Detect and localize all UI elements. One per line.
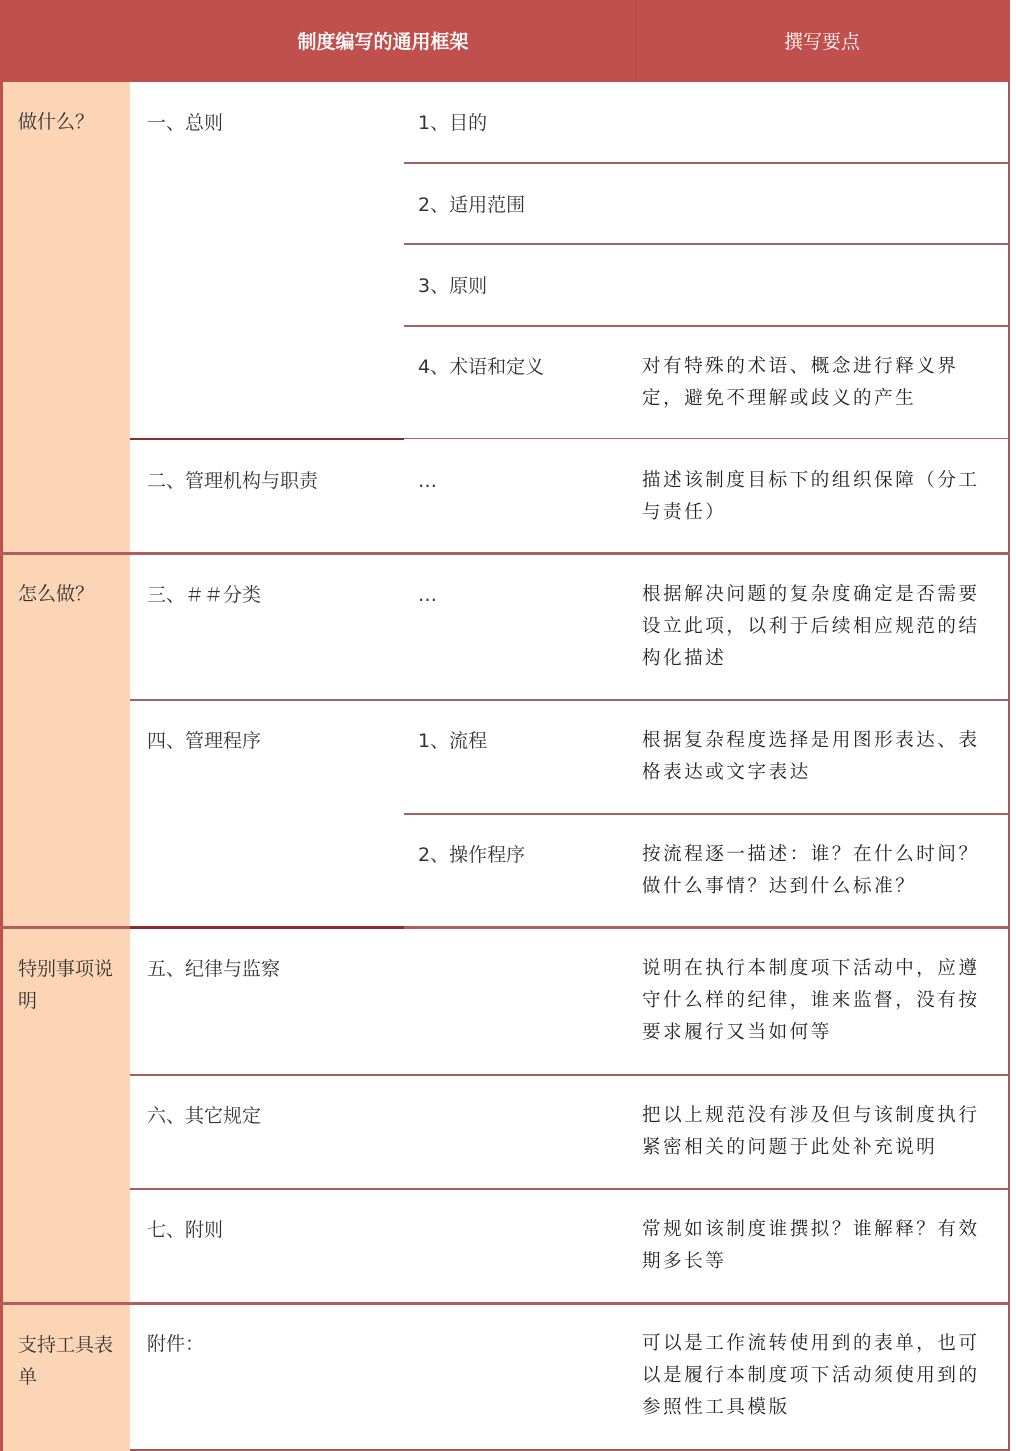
row-divider [130,1188,1010,1190]
chapter-procedure: 四、管理程序 [147,730,262,752]
item-scope: 2、适用范围 [418,194,526,216]
item-principles: 3、原则 [418,275,488,297]
section-how [0,553,130,927]
item-operation: 2、操作程序 [418,844,526,866]
tip-supplementary: 常规如该制度谁撰拟？谁解释？有效期多长等 [642,1219,980,1272]
row-divider [404,813,1010,815]
header-tips-title: 撰写要点 [783,31,860,53]
row-divider [130,1074,1010,1076]
row-divider [404,243,1010,245]
tip-attachment: 可以是工作流转使用到的表单，也可以是履行本制度项下活动须使用到的参照性工具模版 [642,1333,980,1418]
tip-terms: 对有特殊的术语、概念进行释义界定，避免不理解或歧义的产生 [642,356,959,409]
section-label: 怎么做？ [18,583,95,605]
section-label: 支持工具表单 [18,1334,114,1388]
chapter-general: 一、总则 [147,112,224,134]
item-flow: 1、流程 [418,730,488,752]
header-title: 制度编写的通用框架 [297,31,469,53]
section-tools [0,1303,130,1451]
row-divider [130,699,1010,701]
section-what [0,82,130,553]
chapter-attachment: 附件： [147,1333,205,1355]
section-label: 特别事项说明 [18,958,114,1012]
tip-flow: 根据复杂程度选择是用图形表达、表格表达或文字表达 [642,730,980,783]
tip-discipline: 说明在执行本制度项下活动中，应遵守什么样的纪律，谁来监督，没有按要求履行又当如何等 [642,958,980,1043]
row-divider [404,438,1010,439]
chapter-category: 三、＃＃分类 [147,584,262,606]
item-category: … [418,584,437,606]
chapter-other: 六、其它规定 [147,1105,262,1127]
section-divider [0,552,1010,555]
section-divider [0,1302,1010,1305]
row-divider [130,926,404,929]
section-special [0,927,130,1303]
row-divider [404,325,1010,327]
section-label: 做什么？ [18,111,95,133]
row-divider [130,438,404,440]
row-divider [404,162,1010,164]
item-terms: 4、术语和定义 [418,356,545,378]
item-purpose: 1、目的 [418,112,488,134]
item-org: … [418,470,437,492]
tip-category: 根据解决问题的复杂度确定是否需要设立此项，以利于后续相应规范的结构化描述 [642,584,980,669]
tip-operation: 按流程逐一描述：谁？在什么时间？做什么事情？达到什么标准？ [642,844,980,897]
chapter-discipline: 五、纪律与监察 [147,958,281,980]
tip-other: 把以上规范没有涉及但与该制度执行紧密相关的问题于此处补充说明 [642,1105,980,1158]
chapter-supplementary: 七、附则 [147,1219,224,1241]
table-header [0,0,1010,82]
chapter-org: 二、管理机构与职责 [147,470,319,492]
tip-org: 描述该制度目标下的组织保障（分工与责任） [642,470,980,523]
